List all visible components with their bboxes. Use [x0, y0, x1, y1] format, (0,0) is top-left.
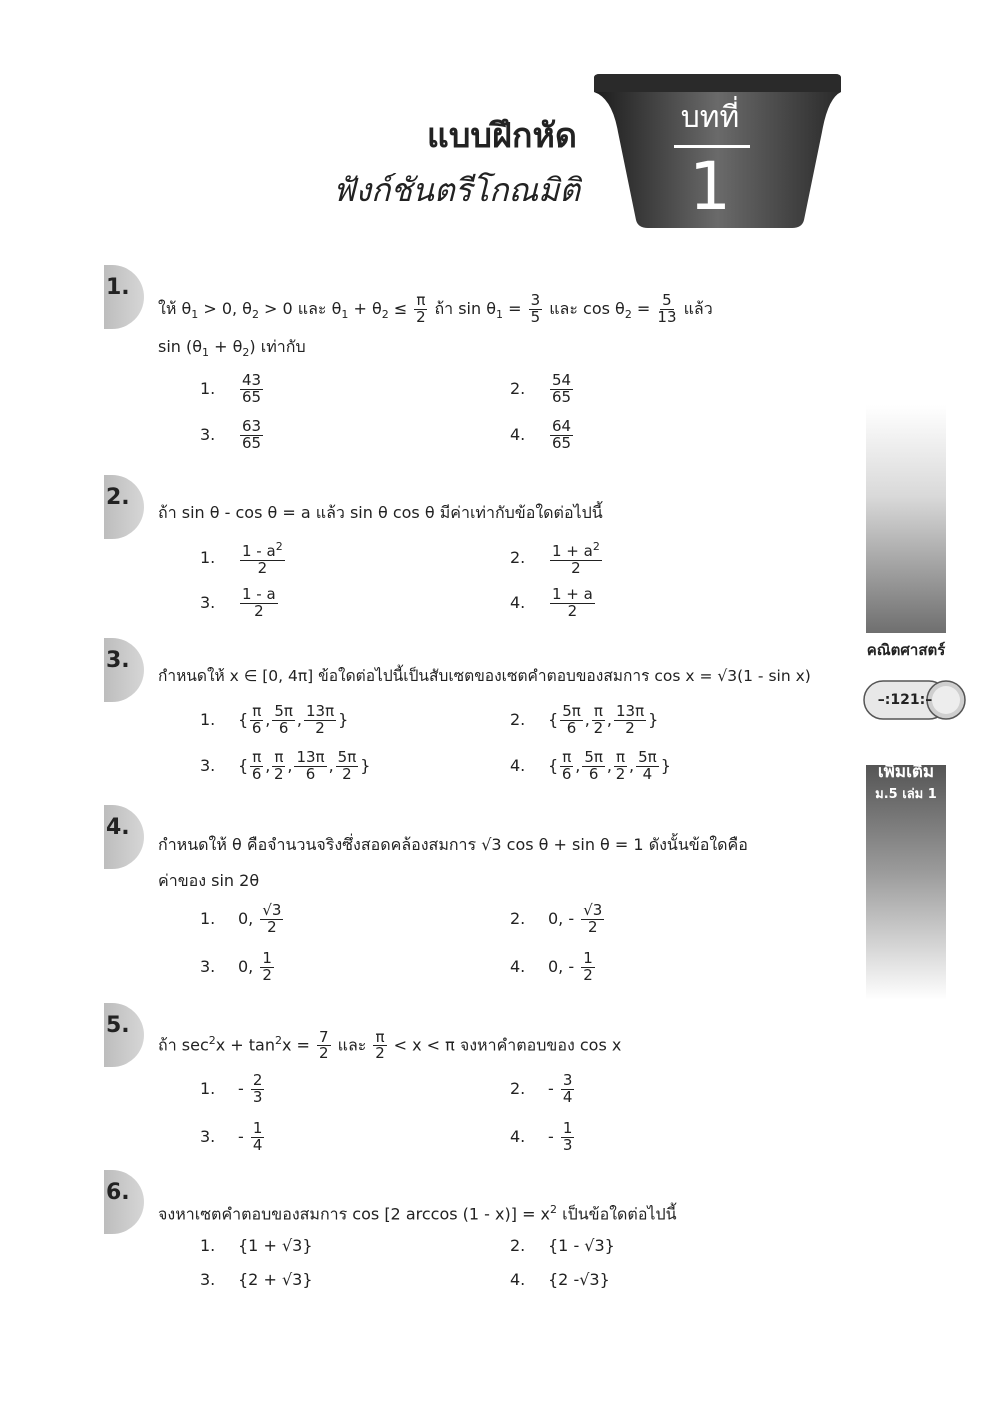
side-band-top [866, 405, 946, 633]
option-1: 1. $\frac{1 - a^2}{2}$ [200, 540, 283, 577]
option-4: 4. 0, - $\frac{1}{2}$ [510, 949, 593, 984]
option-2: 2. - $\frac{3}{4}$ [510, 1071, 573, 1106]
question-number-badge: 6. [104, 1170, 144, 1234]
exercise-title: แบบฝึกหัด [426, 116, 577, 156]
question-number-badge: 5. [104, 1003, 144, 1067]
question-number-badge: 2. [104, 475, 144, 539]
question-number-badge: 4. [104, 805, 144, 869]
option-3: 3. 0, $\frac{1}{2}$ [200, 949, 272, 984]
question-text: ให้ $\theta_1 > 0$, $\theta_2 > 0$ และ $\theta_1 + \theta_2$ ≤ $\frac{\pi}{2}$ ถ้า $\sin \theta_1$ = $\frac{3}{5}$ และ $\cos \theta_2$ = $\frac{5}{13}$ แล้ว $\sin (\theta_1 + \theta_2)$ เท่ากับ [158, 291, 713, 360]
question-number-badge: 1. [104, 265, 144, 329]
question-text: กำหนดให้ θ คือจำนวนจริงซึ่งสอดคล้องสมการ √3 cos θ + sin θ = 1 ดังนั้นข้อใดคือ ค่าของ sin 2θ [158, 835, 748, 890]
topic-title: ฟังก์ชันตรีโกณมิติ [332, 171, 580, 209]
option-1: 1. $\frac{43}{65}$ [200, 371, 262, 406]
option-3: 3. - $\frac{1}{4}$ [200, 1119, 263, 1154]
option-4: 4. { $\frac{\pi}{6}$ , $\frac{5\pi}{6}$ , $\frac{\pi}{2}$ , $\frac{5\pi}{4}$ } [510, 748, 671, 783]
option-3: 3. { $\frac{\pi}{6}$ , $\frac{\pi}{2}$ , $\frac{13\pi}{6}$ , $\frac{5\pi}{2}$ } [200, 748, 371, 783]
option-1: 1. { $\frac{\pi}{6}$ , $\frac{5\pi}{6}$ , $\frac{13\pi}{2}$ } [200, 702, 349, 737]
option-2: 2. $\frac{54}{65}$ [510, 371, 572, 406]
question-text: ถ้า sin θ - cos θ = a แล้ว sin θ cos θ มีค่าเท่ากับข้อใดต่อไปนี้ [158, 503, 603, 522]
option-4: 4. {2 -√3} [510, 1270, 610, 1289]
option-1: 1. 0, $\frac{√3}{2}$ [200, 901, 282, 936]
option-3: 3. $\frac{63}{65}$ [200, 417, 262, 452]
question-text: จงหาเซตคำตอบของสมการ cos [2 $\arccos (1 - x)] = x^2$ เป็นข้อใดต่อไปนี้ [158, 1203, 677, 1224]
page-number: –:121:– [877, 692, 933, 708]
chapter-number: 1 [689, 148, 731, 225]
side-grade: ม.5 เล่ม 1 [875, 787, 937, 802]
question-text: กำหนดให้ x ∈ [0, 4π] ข้อใดต่อไปนี้เป็นสับเซตของเซตคำตอบของสมการ cos x = √3(1 - sin x) [158, 667, 811, 685]
side-subject: คณิตศาสตร์ [866, 641, 946, 659]
option-1: 1. {1 + √3} [200, 1236, 313, 1255]
option-4: 4. - $\frac{1}{3}$ [510, 1119, 573, 1154]
option-2: 2. 0, - $\frac{√3}{2}$ [510, 901, 603, 936]
option-1: 1. - $\frac{2}{3}$ [200, 1071, 263, 1106]
option-4: 4. $\frac{64}{65}$ [510, 417, 572, 452]
option-3: 3. {2 + √3} [200, 1270, 313, 1289]
side-extra: เพิ่มเติม [877, 762, 935, 782]
option-2: 2. { $\frac{5\pi}{6}$ , $\frac{\pi}{2}$ , $\frac{13\pi}{2}$ } [510, 702, 659, 737]
option-2: 2. $\frac{1 + a^2}{2}$ [510, 540, 600, 577]
option-2: 2. {1 - √3} [510, 1236, 615, 1255]
option-3: 3. $\frac{1 - a}{2}$ [200, 585, 276, 620]
option-4: 4. $\frac{1 + a}{2}$ [510, 585, 593, 620]
question-text: ถ้า $\sec^2x + \tan^2x$ = $\frac{7}{2}$ และ $\frac{\pi}{2}$ < x < π จงหาคำตอบของ cos x [158, 1027, 622, 1063]
question-number-badge: 3. [104, 638, 144, 702]
chapter-label: บทที่ [680, 100, 740, 135]
